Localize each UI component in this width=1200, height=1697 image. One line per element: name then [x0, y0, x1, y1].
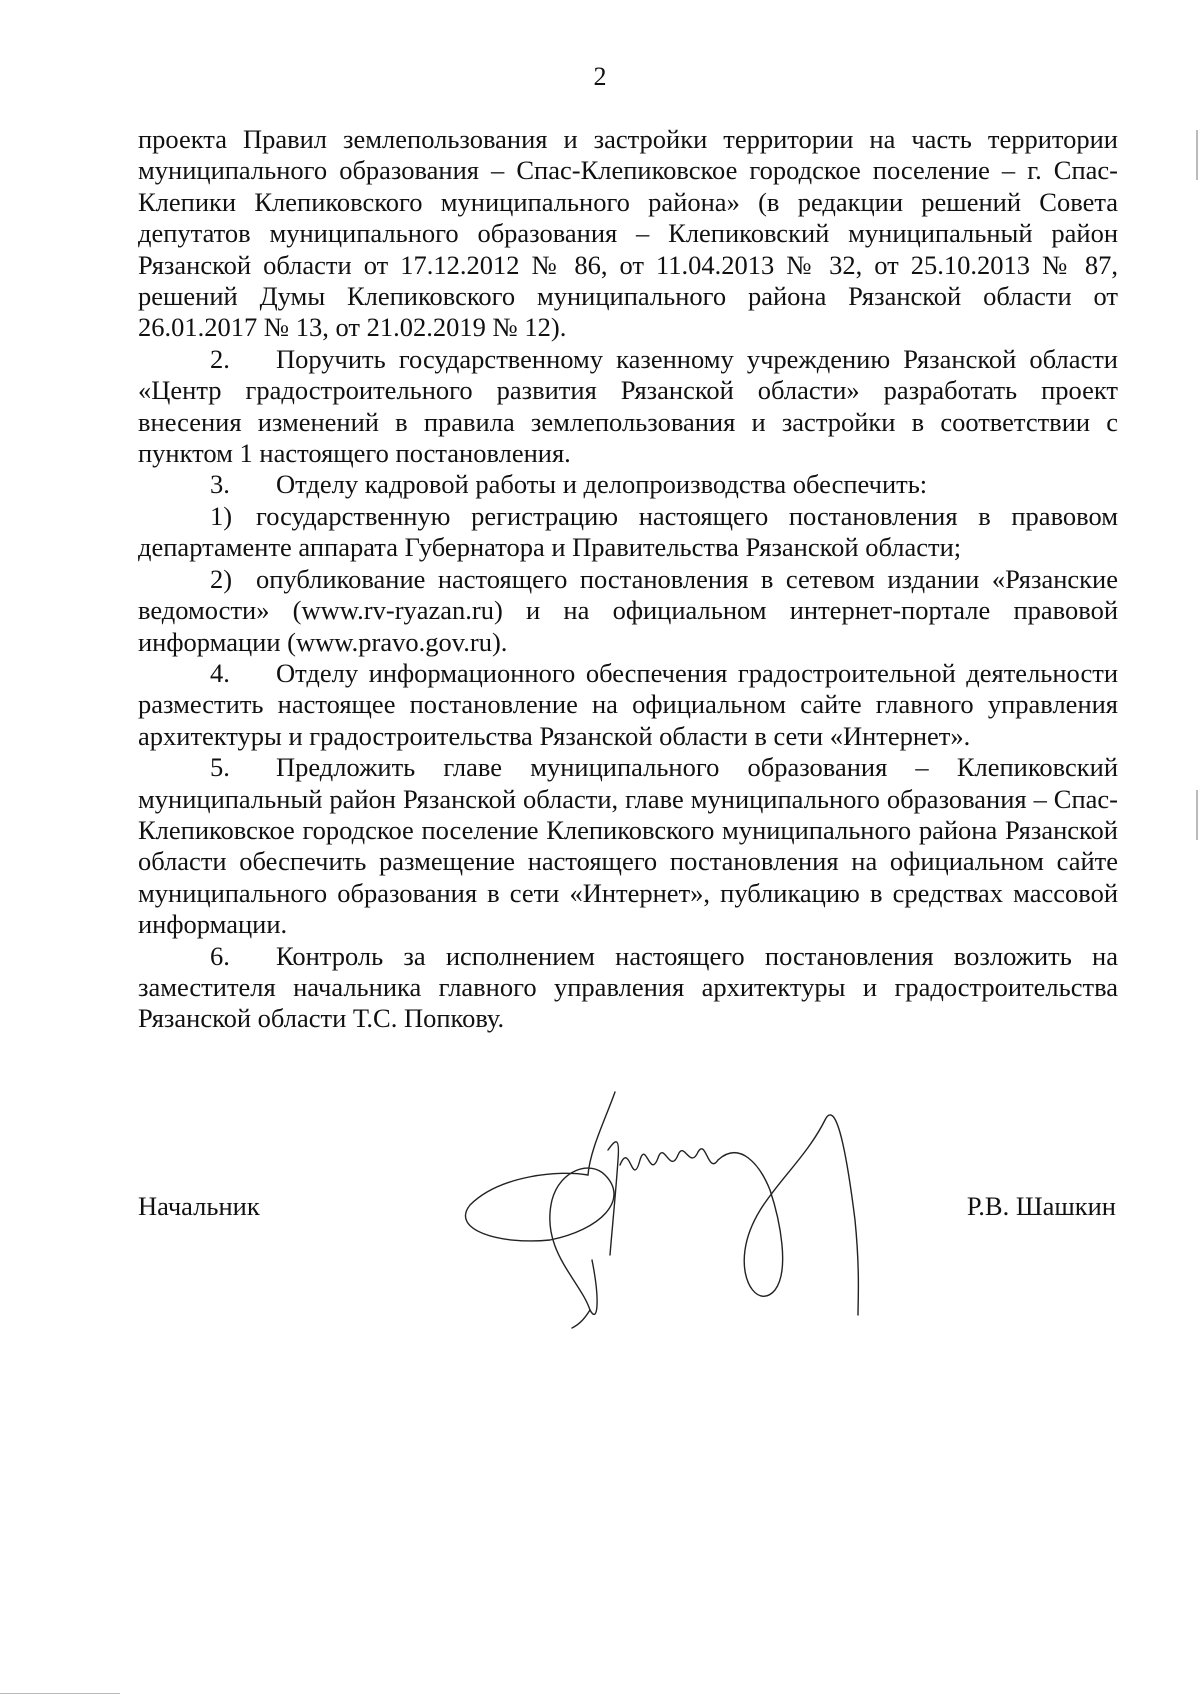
paragraph-subitem-2 [138, 564, 1118, 658]
paragraph-text: Поручить государственному казенному учреждению Рязанской области «Центр градостроительного развития Рязанской области» разработать проект внесения изменений в правила землепользования и застройки в соответствии с пунктом 1 настоящего постановления. [138, 343, 1118, 469]
paragraph-text: опубликование настоящего постановления в сетевом издании «Рязанские ведомости» (www.rv-ryazan.ru) и на официальном интернет-портале правовой информации (www.pravo.gov.ru). [138, 563, 1118, 657]
paragraph-text: Предложить главе муниципального образования – Клепиковский муниципальный район Рязанской области, главе муниципального образования – Спас-Клепиковское городское поселение Клепиковского муниципального района Рязанской области обеспечить размещение настоящего постановления на официальном сайте муниципального образования в сети «Интернет», публикацию в средствах массовой информации. [138, 752, 1118, 940]
item-number: 2. [210, 343, 230, 374]
paragraph-item-4 [138, 658, 1118, 752]
item-number: 1) [210, 500, 233, 531]
paragraph-item-2 [138, 344, 1118, 470]
handwritten-signature [440, 1080, 960, 1330]
paragraph-item-3 [138, 469, 1118, 500]
item-number: 3. [210, 469, 230, 500]
signatory-title: Начальник [138, 1191, 260, 1221]
scan-edge-mark [1196, 130, 1198, 180]
item-number: 6. [210, 940, 230, 971]
paragraph-text: государственную регистрацию настоящего постановления в правовом департаменте аппарата Губернатора и Правительства Рязанской области; [138, 500, 1118, 563]
paragraph-text: Контроль за исполнением настоящего постановления возложить на заместителя начальника главного управления архитектуры и градостроительства Рязанской области Т.С. Попкову. [138, 940, 1118, 1034]
paragraph-text: Отделу кадровой работы и делопроизводства обеспечить: [276, 469, 928, 500]
paragraph-text: проекта Правил землепользования и застройки территории на часть территории муниципального образования – Спас-Клепиковское городское поселение – г. Спас-Клепики Клепиковского муниципального района» (в редакции решений Совета депутатов муниципального образования – Клепиковский муниципальный район Рязанской области от 17.12.2012 № 86, от 11.04.2013 № 32, от 25.10.2013 № 87, решений Думы Клепиковского муниципального района Рязанской области от 26.01.2017 № 13, от 21.02.2019 № 12). [138, 124, 1118, 343]
item-number: 2) [210, 563, 233, 594]
signatory-name: Р.В. Шашкин [966, 1191, 1116, 1221]
paragraph-continuation [138, 124, 1118, 344]
paragraph-subitem-1 [138, 501, 1118, 564]
scan-edge-mark [0, 1693, 120, 1694]
document-body [138, 124, 1118, 1035]
scan-edge-mark [1196, 790, 1198, 840]
item-number: 5. [210, 752, 230, 783]
paragraph-text: Отделу информационного обеспечения градостроительной деятельности разместить настоящее постановление на официальном сайте главного управления архитектуры и градостроительства Рязанской области в сети «Интернет». [138, 657, 1118, 751]
page-number: 2 [593, 62, 607, 91]
paragraph-item-5 [138, 752, 1118, 940]
item-number: 4. [210, 657, 230, 688]
paragraph-item-6 [138, 941, 1118, 1035]
